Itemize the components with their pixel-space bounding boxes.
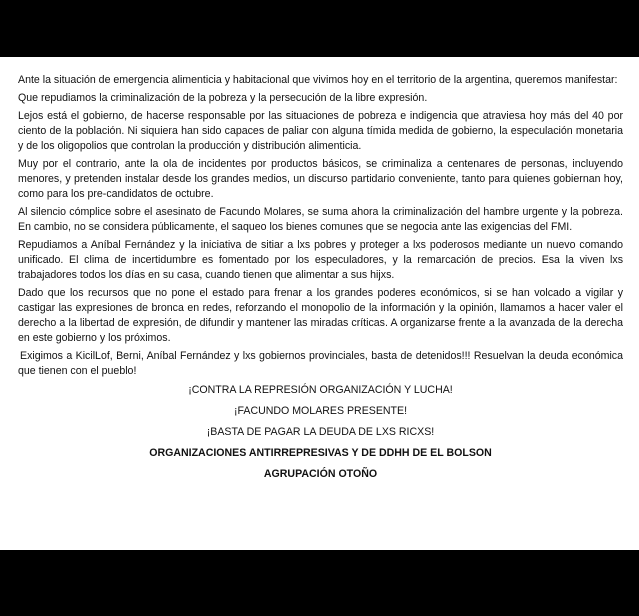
paragraph-criminalizacion: Muy por el contrario, ante la ola de incidentes por productos básicos, se criminaliza a centenares de personas, incluyendo menores, y pretenden instalar desde los grandes medios, un discurso partidario conveniente, tanto para quienes gobiernan hoy, como para los pre-candidatos de octubre. bbox=[18, 158, 623, 200]
slogan-organizacion: ¡CONTRA LA REPRESIÓN ORGANIZACIÓN Y LUCHA! bbox=[188, 384, 453, 396]
statement-document bbox=[0, 57, 639, 550]
paragraph-repudio: Que repudiamos la criminalización de la pobreza y la persecución de la libre expresión. bbox=[18, 92, 428, 104]
slogan-deuda: ¡BASTA DE PAGAR LA DEUDA DE LXS RICXS! bbox=[206, 426, 435, 438]
paragraph-recursos: Dado que los recursos que no pone el estado para frenar a los grandes poderes económicos, si se han volcado a vigilar y castigar las expresiones de bronca en redes, reforzando el monopolio de la información y la opinión, llamamos a hacer valer el derecho a la libertad de expresión, de difundir y mantener las miradas críticas. A organizarse frente a la avanzada de la derecha en este gobierno y los próximos. bbox=[18, 287, 623, 344]
paragraph-intro: Ante la situación de emergencia alimenticia y habitacional que vivimos hoy en el territorio de la argentina, queremos manifestar: bbox=[18, 74, 618, 86]
signature-organizaciones: ORGANIZACIONES ANTIRREPRESIVAS Y DE DDHH DE EL BOLSON bbox=[149, 447, 492, 459]
signature-agrupacion: AGRUPACIÓN OTOÑO bbox=[263, 468, 378, 480]
slogan-facundo: ¡FACUNDO MOLARES PRESENTE! bbox=[233, 405, 408, 417]
paragraph-gobierno: Lejos está el gobierno, de hacerse responsable por las situaciones de pobreza e indigencia que atraviesa hoy más del 40 por ciento de la población. Ni siquiera han sido capaces de paliar con alguna tímida medida de gobierno, la especulación monetaria y de los oligopolios que controlan la producción y distribución alimenticia. bbox=[18, 110, 623, 152]
paragraph-anibal-fernandez: Repudiamos a Aníbal Fernández y la iniciativa de sitiar a lxs pobres y proteger a lxs poderosos mediante un nuevo comando unificado. El clima de incertidumbre es fomentado por los especuladores, y la remarcación de precios. Esa la viven lxs trabajadores todos los días en su casa, cuando tienen que alimentar a sus hijxs. bbox=[18, 239, 623, 281]
paragraph-facundo-molares: Al silencio cómplice sobre el asesinato de Facundo Molares, se suma ahora la criminalización del hambre urgente y la pobreza. En cambio, no se considera públicamente, el saqueo los bienes comunes que se negocia ante las exigencias del FMI. bbox=[18, 206, 623, 233]
paragraph-exigencias: Exigimos a KicilLof, Berni, Aníbal Fernández y lxs gobiernos provinciales, basta de detenidos!!! Resuelvan la deuda económica que tienen con el pueblo! bbox=[18, 350, 623, 377]
